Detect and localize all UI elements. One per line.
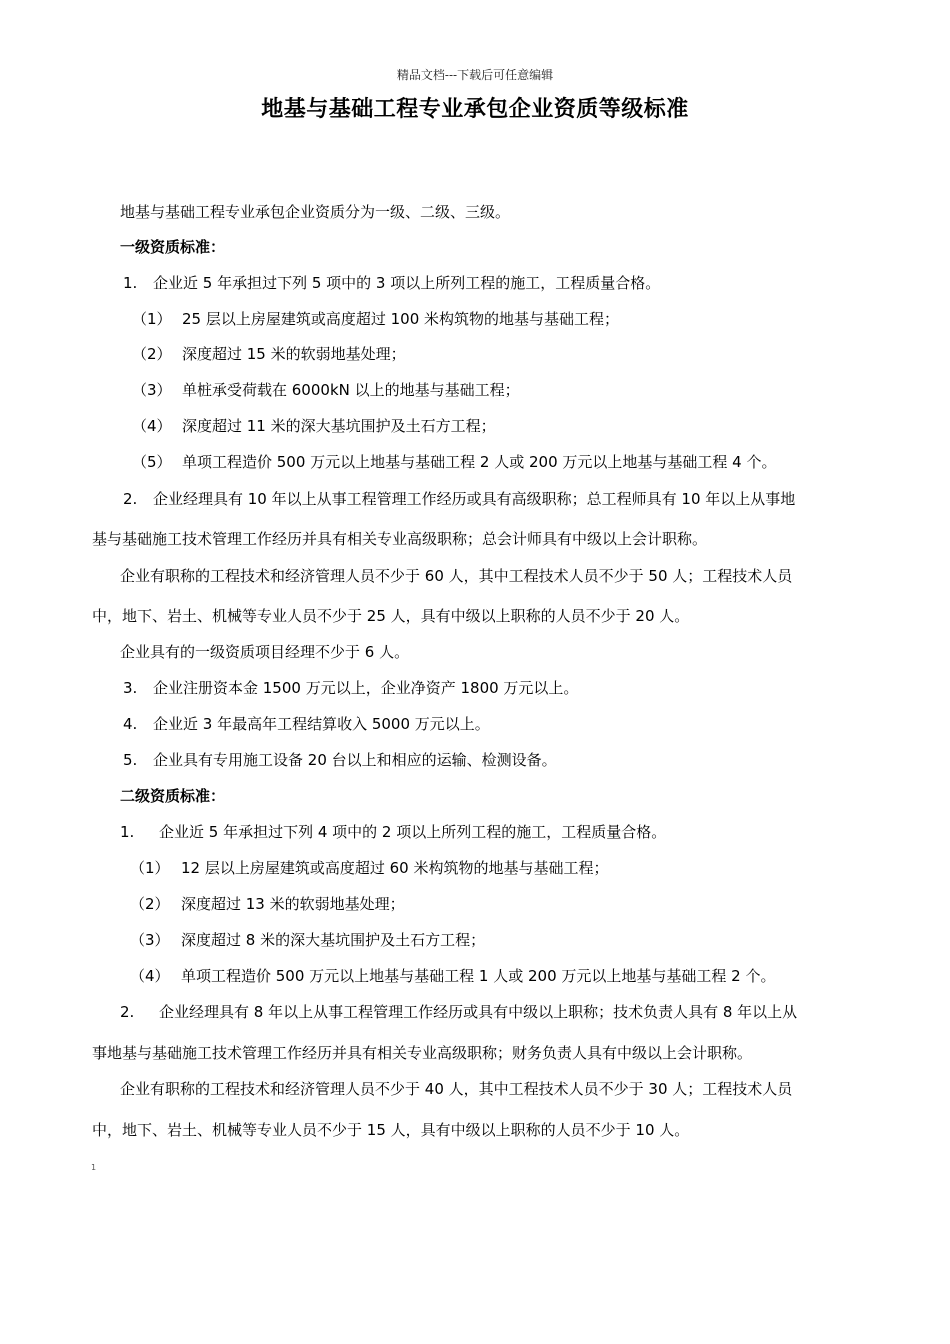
level2-staff-line2: 中，地下、岩土、机械等专业人员不少于 15 人，具有中级以上职称的人员不少于 10 人。: [92, 1121, 690, 1139]
item-number: 1.: [123, 274, 138, 292]
level2-subitem-4: [130, 966, 776, 986]
item-number: 2.: [120, 1003, 135, 1021]
item-text: 企业近 3 年最高年工程结算收入 5000 万元以上。: [153, 715, 490, 733]
subitem-text: 深度超过 15 米的软弱地基处理；: [182, 345, 406, 363]
subitem-number: （1）: [132, 310, 172, 328]
item-text: 企业近 5 年承担过下列 5 项中的 3 项以上所列工程的施工，工程质量合格。: [153, 274, 661, 292]
item-number: 5.: [123, 751, 138, 769]
level1-staff-line1: 企业有职称的工程技术和经济管理人员不少于 60 人，其中工程技术人员不少于 50 人；工程技术人员: [120, 567, 793, 585]
subitem-number: （5）: [132, 453, 172, 471]
document-title: 地基与基础工程专业承包企业资质等级标准: [261, 97, 689, 122]
subitem-number: （2）: [132, 345, 172, 363]
level1-item3: [123, 678, 578, 698]
level1-item2-line1: [123, 489, 795, 509]
level2-staff-line1: 企业有职称的工程技术和经济管理人员不少于 40 人，其中工程技术人员不少于 30 人；工程技术人员: [120, 1080, 793, 1098]
subitem-text: 单项工程造价 500 万元以上地基与基础工程 2 人或 200 万元以上地基与基础工程 4 个。: [182, 453, 777, 471]
subitem-text: 深度超过 13 米的软弱地基处理；: [181, 895, 405, 913]
page-mark: 1: [91, 1163, 97, 1172]
level2-item2-line1: [120, 1002, 797, 1022]
level2-subitem-2: [130, 894, 405, 914]
item-text: 企业具有专用施工设备 20 台以上和相应的运输、检测设备。: [153, 751, 557, 769]
subitem-number: （3）: [130, 931, 170, 949]
subitem-text: 深度超过 11 米的深大基坑围护及土石方工程；: [182, 417, 496, 435]
level1-item5: [123, 750, 557, 770]
level1-item2-line2: 基与基础施工技术管理工作经历并具有相关专业高级职称；总会计师具有中级以上会计职称。: [92, 530, 708, 548]
subitem-text: 25 层以上房屋建筑或高度超过 100 米构筑物的地基与基础工程；: [182, 310, 620, 328]
item-number: 1.: [120, 823, 135, 841]
item-text: 企业经理具有 10 年以上从事工程管理工作经历或具有高级职称；总工程师具有 10 年以上从事地: [153, 490, 796, 508]
level1-item1: [123, 273, 660, 293]
intro-paragraph: 地基与基础工程专业承包企业资质分为一级、二级、三级。: [120, 203, 511, 221]
level1-staff-line2: 中，地下、岩土、机械等专业人员不少于 25 人，具有中级以上职称的人员不少于 20 人。: [92, 607, 690, 625]
subitem-text: 单项工程造价 500 万元以上地基与基础工程 1 人或 200 万元以上地基与基础工程 2 个。: [181, 967, 776, 985]
level2-subitem-1: [130, 858, 608, 878]
subitem-text: 单桩承受荷载在 6000kN 以上的地基与基础工程；: [182, 381, 520, 399]
subitem-number: （2）: [130, 895, 170, 913]
level1-subitem-5: [132, 452, 777, 472]
level2-item1: [120, 822, 666, 842]
subitem-number: （4）: [130, 967, 170, 985]
level1-item4: [123, 714, 490, 734]
item-text: 企业注册资本金 1500 万元以上，企业净资产 1800 万元以上。: [153, 679, 579, 697]
subitem-number: （1）: [130, 859, 170, 877]
level1-subitem-2: [132, 344, 406, 364]
level1-heading: 一级资质标准：: [120, 238, 226, 256]
page-header: 精品文档---下载后可任意编辑: [396, 68, 554, 82]
subitem-number: （4）: [132, 417, 172, 435]
level2-item2-line2: 事地基与基础施工技术管理工作经历并具有相关专业高级职称；财务负责人具有中级以上会计职称。: [92, 1044, 753, 1062]
subitem-number: （3）: [132, 381, 172, 399]
level1-subitem-1: [132, 309, 619, 329]
level1-pm: 企业具有的一级资质项目经理不少于 6 人。: [120, 643, 410, 661]
item-number: 3.: [123, 679, 138, 697]
item-text: 企业经理具有 8 年以上从事工程管理工作经历或具有中级以上职称；技术负责人具有 8 年以上从: [159, 1003, 798, 1021]
subitem-text: 12 层以上房屋建筑或高度超过 60 米构筑物的地基与基础工程；: [181, 859, 609, 877]
item-number: 2.: [123, 490, 138, 508]
level1-subitem-4: [132, 416, 496, 436]
item-text: 企业近 5 年承担过下列 4 项中的 2 项以上所列工程的施工，工程质量合格。: [159, 823, 667, 841]
level2-heading: 二级资质标准：: [120, 787, 226, 805]
subitem-text: 深度超过 8 米的深大基坑围护及土石方工程；: [181, 931, 486, 949]
level2-subitem-3: [130, 930, 485, 950]
item-number: 4.: [123, 715, 138, 733]
level1-subitem-3: [132, 380, 520, 400]
